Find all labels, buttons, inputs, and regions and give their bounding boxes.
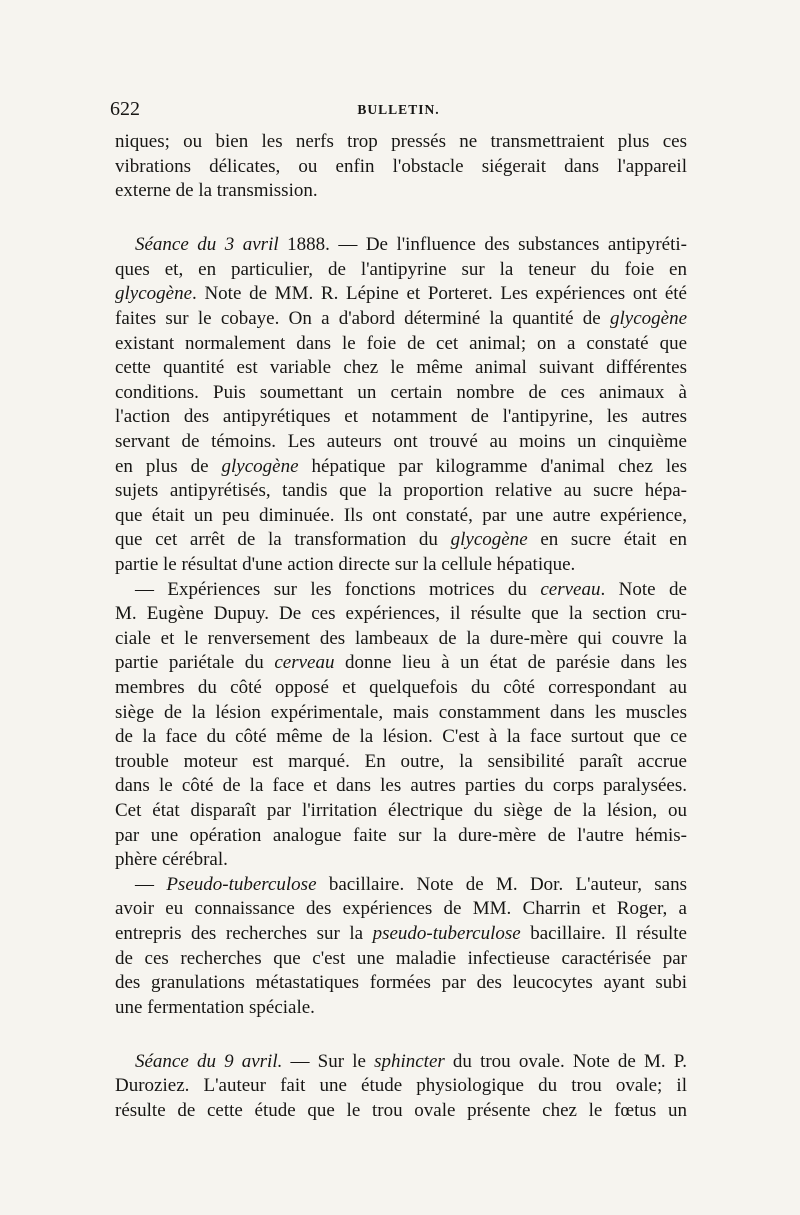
text-line xyxy=(115,651,687,676)
text-run: cette quantité est variable chez le même animal suivant différentes xyxy=(115,357,687,379)
text-line xyxy=(115,332,687,357)
text-run: externe de la transmission. xyxy=(115,180,318,202)
text-line xyxy=(115,155,687,180)
paragraph xyxy=(115,1050,687,1124)
text-line xyxy=(115,774,687,799)
text-run: existant normalement dans le foie de cet animal; on a constaté que xyxy=(115,332,687,354)
text-line xyxy=(115,578,687,603)
paragraph xyxy=(115,130,687,204)
text-line xyxy=(115,405,687,430)
text-run: de ces recherches que c'est une maladie infectieuse caractérisée par xyxy=(115,947,687,969)
text-run: ciale et le renversement des lambeaux de la dure-mère qui couvre la xyxy=(115,627,687,649)
text-run: en sucre était en xyxy=(527,529,688,551)
paragraph xyxy=(115,578,687,873)
italic-text: pseudo-tuberculose xyxy=(372,922,521,944)
running-head-title: BULLETIN. xyxy=(357,102,440,117)
text-run: avoir eu connaissance des expériences de MM. Charrin et Roger, a xyxy=(115,898,687,920)
text-line xyxy=(115,676,687,701)
text-run: phère cérébral. xyxy=(115,849,228,871)
text-line xyxy=(115,947,687,972)
text-run: bacillaire. Note de M. Dor. L'auteur, sans xyxy=(316,873,688,895)
text-line xyxy=(115,750,687,775)
text-line xyxy=(115,307,687,332)
text-line xyxy=(115,824,687,849)
text-line xyxy=(115,996,687,1021)
text-run: de la face du côté même de la lésion. C'est à la face surtout que ce xyxy=(115,726,687,748)
paragraph xyxy=(115,873,687,1021)
text-run: une fermentation spéciale. xyxy=(115,996,315,1018)
text-run: partie pariétale du xyxy=(115,652,275,674)
text-run: sujets antipyrétisés, tandis que la proportion relative au sucre hépa- xyxy=(115,480,687,502)
text-run: des granulations métastatiques formées par des leucocytes ayant subi xyxy=(115,972,687,994)
text-line xyxy=(115,922,687,947)
text-line xyxy=(115,479,687,504)
text-run: par une opération analogue faite sur la dure-mère de l'autre hémis- xyxy=(115,824,687,846)
italic-text: cerveau xyxy=(274,652,335,674)
text-run: résulte de cette étude que le trou ovale présente chez le fœtus un xyxy=(115,1099,687,1121)
text-line xyxy=(115,602,687,627)
italic-text: glycogène xyxy=(221,455,299,477)
text-line xyxy=(115,179,687,204)
italic-text: glycogène xyxy=(115,283,193,305)
text-run: vibrations délicates, ou enfin l'obstacle siégerait dans l'appareil xyxy=(115,155,687,177)
italic-text: Séance du 3 avril xyxy=(135,234,279,256)
text-line xyxy=(115,258,687,283)
text-line xyxy=(115,356,687,381)
text-line xyxy=(115,1099,687,1124)
text-line xyxy=(115,873,687,898)
text-run: . Note de MM. R. Lépine et Porteret. Les expériences ont été xyxy=(192,283,687,305)
text-run: entrepris des recherches sur la xyxy=(115,922,373,944)
text-run: niques; ou bien les nerfs trop pressés ne transmettraient plus ces xyxy=(115,131,687,152)
italic-text: Séance du 9 avril. xyxy=(135,1050,283,1072)
text-run: conditions. Puis soumettant un certain nombre de ces animaux à xyxy=(115,381,687,403)
text-line xyxy=(115,553,687,578)
text-run: Duroziez. L'auteur fait une étude physiologique du trou ovale; il xyxy=(115,1075,687,1097)
text-line xyxy=(115,430,687,455)
text-run: en plus de xyxy=(115,455,222,477)
text-line xyxy=(115,504,687,529)
text-run: partie le résultat d'une action directe sur la cellule hépatique. xyxy=(115,554,576,575)
paragraph xyxy=(115,233,687,577)
text-line xyxy=(115,528,687,553)
text-line xyxy=(115,381,687,406)
text-line xyxy=(115,799,687,824)
text-run: bacillaire. Il résulte xyxy=(520,922,687,944)
text-run: — xyxy=(135,873,167,895)
text-run: hépatique par kilogramme d'animal chez les xyxy=(298,455,687,477)
text-run: faites sur le cobaye. On a d'abord déterminé la quantité de xyxy=(115,308,610,330)
text-run: Cet état disparaît par l'irritation électrique du siège de la lésion, ou xyxy=(115,799,687,821)
italic-text: cerveau xyxy=(540,578,601,600)
text-run: M. Eugène Dupuy. De ces expériences, il résulte que la section cru- xyxy=(115,603,687,625)
italic-text: glycogène xyxy=(609,308,687,330)
text-line xyxy=(115,627,687,652)
text-run: donne lieu à un état de parésie dans les xyxy=(334,652,687,674)
text-run: — Expériences sur les fonctions motrices du xyxy=(135,578,541,600)
text-run: servant de témoins. Les auteurs ont trouvé au moins un cinquième xyxy=(115,431,687,453)
text-line xyxy=(115,701,687,726)
text-run: l'action des antipyrétiques et notamment de l'antipyrine, les autres xyxy=(115,406,687,428)
text-run: — Sur le xyxy=(282,1050,375,1072)
text-body xyxy=(115,130,687,1124)
text-line xyxy=(115,455,687,480)
text-run: que était un peu diminuée. Ils ont constaté, par une autre expérience, xyxy=(115,504,687,526)
italic-text: glycogène xyxy=(450,529,528,551)
text-line xyxy=(115,848,687,873)
text-line xyxy=(115,233,687,258)
text-line xyxy=(115,130,687,155)
text-line xyxy=(115,971,687,996)
text-run: membres du côté opposé et quelquefois du côté correspondant au xyxy=(115,676,687,698)
text-line xyxy=(115,1050,687,1075)
text-run: . Note de xyxy=(600,578,687,600)
text-run: dans le côté de la face et dans les autres parties du corps paralysées. xyxy=(115,775,687,797)
page-number: 622 xyxy=(110,98,140,120)
text-line xyxy=(115,725,687,750)
text-run: 1888. — De l'influence des substances antipyréti- xyxy=(278,234,687,256)
text-run: du trou ovale. Note de M. P. xyxy=(444,1050,688,1072)
text-run: que cet arrêt de la transformation du xyxy=(115,529,451,551)
text-line xyxy=(115,1074,687,1099)
text-run: ques et, en particulier, de l'antipyrine sur la teneur du foie en xyxy=(115,258,687,280)
italic-text: sphincter xyxy=(374,1050,445,1072)
text-run: trouble moteur est marqué. En outre, la sensibilité paraît accrue xyxy=(115,750,687,772)
italic-text: Pseudo-tuberculose xyxy=(166,873,317,895)
text-run: siège de la lésion expérimentale, mais constamment dans les muscles xyxy=(115,701,687,723)
running-header xyxy=(110,96,687,122)
text-line xyxy=(115,282,687,307)
text-line xyxy=(115,897,687,922)
